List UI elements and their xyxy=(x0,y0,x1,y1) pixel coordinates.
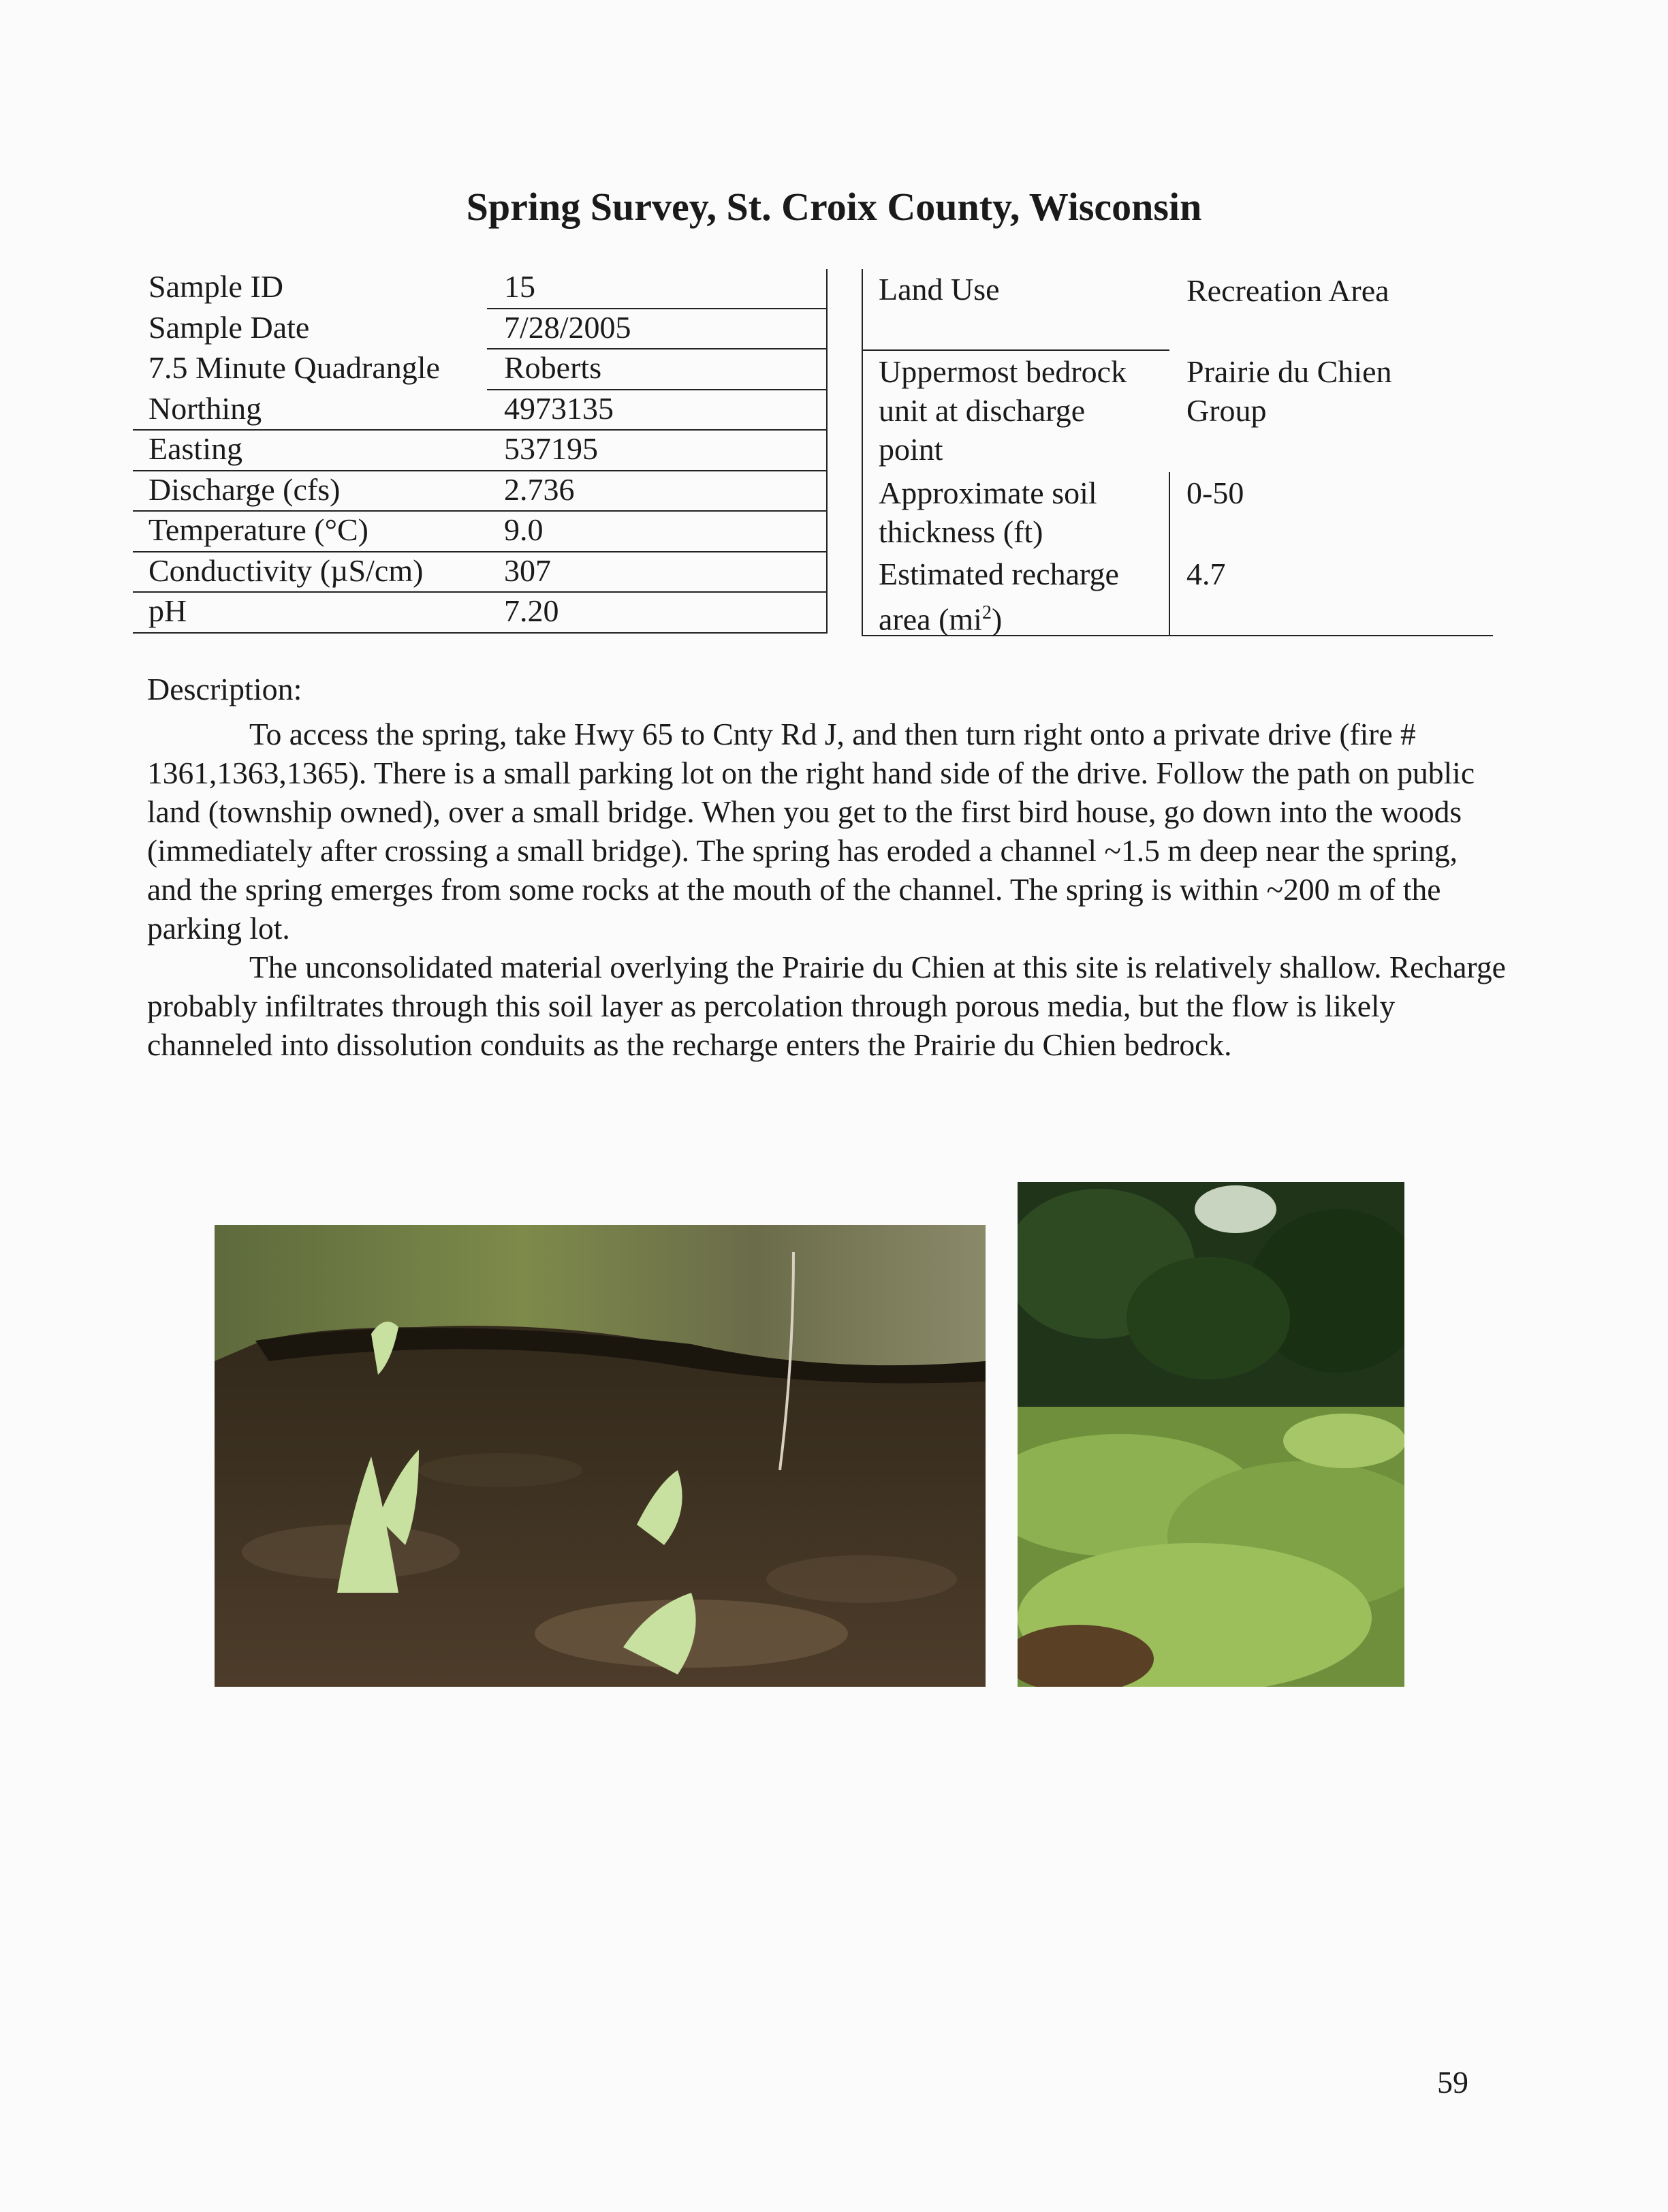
row-label: Temperature (°C) xyxy=(148,512,368,547)
bedrock-label-line: Uppermost bedrock xyxy=(879,354,1127,389)
description-paragraph: To access the spring, take Hwy 65 to Cnty Rd J, and then turn right onto a private drive (fire # 1361,1363,1365). There is a small parking lot on the right hand side of the drive. Follow the path on public land (township owned), over a small bridge. When you get to the first bird house, go down into the woods (immediately after crossing a small bridge). The spring has eroded a channel ~1.5 m deep near the spring, and the spring emerges from some rocks at the mouth of the channel. The spring is within ~200 m of the parking lot. xyxy=(147,717,1475,946)
description-heading: Description: xyxy=(147,672,302,706)
row-value: 9.0 xyxy=(504,512,544,547)
table-rule xyxy=(133,510,828,512)
row-label: Northing xyxy=(148,390,262,426)
table-rule xyxy=(862,269,863,635)
table-row xyxy=(133,347,828,388)
table-rule xyxy=(133,551,828,552)
recharge-label-text: area (mi xyxy=(879,602,982,637)
row-value: 7/28/2005 xyxy=(504,309,631,345)
recharge-label-line xyxy=(879,593,1119,638)
table-rule xyxy=(133,632,828,634)
row-label: 7.5 Minute Quadrangle xyxy=(148,350,440,385)
row-value: 7.20 xyxy=(504,593,559,628)
row-value: 15 xyxy=(504,269,535,304)
bedrock-label xyxy=(879,352,1127,469)
table-rule xyxy=(487,389,828,390)
soil-label-line: Approximate soil xyxy=(879,476,1097,510)
table-rule xyxy=(862,349,1169,351)
table-rule xyxy=(133,470,828,471)
land-use-value: Recreation Area xyxy=(1186,273,1389,308)
row-value: 537195 xyxy=(504,431,598,466)
bedrock-value-line: Prairie du Chien xyxy=(1186,354,1392,389)
superscript: 2 xyxy=(981,602,992,623)
page-number: 59 xyxy=(1437,2065,1468,2100)
table-rule xyxy=(133,591,828,593)
table-rule xyxy=(487,308,828,309)
row-label: Easting xyxy=(148,431,242,466)
table-rule xyxy=(826,269,828,634)
spring-cave-image xyxy=(215,1225,986,1687)
bedrock-label-line: unit at discharge xyxy=(879,393,1086,428)
row-label: pH xyxy=(148,593,187,628)
land-use-label: Land Use xyxy=(879,272,1000,307)
table-row xyxy=(133,509,828,550)
table-row xyxy=(133,590,828,631)
soil-label xyxy=(879,473,1097,551)
table-row xyxy=(133,307,828,347)
row-value: Roberts xyxy=(504,350,602,385)
recharge-label xyxy=(879,555,1119,638)
row-label: Sample ID xyxy=(148,269,284,304)
page-title: Spring Survey, St. Croix County, Wisconsin xyxy=(466,185,1202,229)
row-label: Sample Date xyxy=(148,309,310,345)
row-value: 4973135 xyxy=(504,390,614,426)
table-row xyxy=(133,469,828,510)
row-label: Discharge (cfs) xyxy=(148,471,341,507)
table-row xyxy=(133,388,828,429)
soil-value: 0-50 xyxy=(1186,476,1244,510)
bedrock-value xyxy=(1186,352,1392,430)
description-paragraph: The unconsolidated material overlying the Prairie du Chien at this site is relatively shallow. Recharge probably infiltrates through this soil layer as percolation through porous media, but the flow is likely channeled into dissolution conduits as the recharge enters the Prairie du Chien bedrock. xyxy=(147,950,1506,1062)
row-value: 307 xyxy=(504,552,551,588)
recharge-value: 4.7 xyxy=(1186,557,1226,591)
sample-data-table xyxy=(133,266,828,631)
table-row xyxy=(133,550,828,591)
table-rule xyxy=(487,348,828,349)
spring-photo xyxy=(215,1225,986,1687)
row-label: Conductivity (µS/cm) xyxy=(148,552,424,588)
recharge-label-line: Estimated recharge xyxy=(879,557,1119,591)
bedrock-label-line: point xyxy=(879,432,943,467)
recharge-label-text: ) xyxy=(991,602,1003,637)
vegetation-image xyxy=(1018,1182,1404,1687)
bedrock-value-line: Group xyxy=(1186,393,1267,428)
table-row xyxy=(133,428,828,469)
table-rule xyxy=(133,429,828,431)
row-value: 2.736 xyxy=(504,471,575,507)
soil-label-line: thickness (ft) xyxy=(879,514,1043,549)
table-rule xyxy=(1169,472,1170,635)
table-row xyxy=(133,266,828,307)
vegetation-photo xyxy=(1018,1182,1404,1687)
